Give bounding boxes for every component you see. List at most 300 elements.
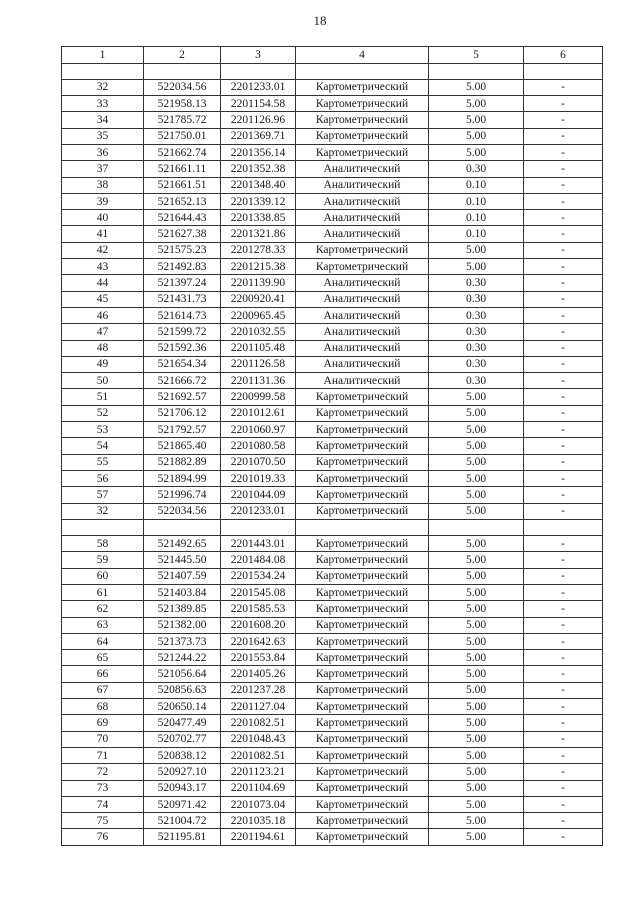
table-cell: 5.00 [429, 422, 524, 438]
table-row [62, 552, 603, 568]
table-cell: 2201545.08 [221, 585, 296, 601]
table-cell: 5.00 [429, 405, 524, 421]
table-cell: - [524, 764, 603, 780]
table-cell: 521785.72 [144, 112, 221, 128]
table-cell: Аналитический [296, 275, 429, 291]
table-cell: 5.00 [429, 454, 524, 470]
table-cell: 60 [62, 568, 144, 584]
table-cell: 521661.51 [144, 177, 221, 193]
table-cell: 2201131.36 [221, 373, 296, 389]
table-cell: 0.10 [429, 226, 524, 242]
table-cell: - [524, 666, 603, 682]
table-cell: 2201215.38 [221, 259, 296, 275]
table-cell: 44 [62, 275, 144, 291]
table-cell: Картометрический [296, 503, 429, 519]
table-cell: 5.00 [429, 438, 524, 454]
table-cell: 0.30 [429, 373, 524, 389]
empty-cell [62, 519, 144, 535]
table-cell: 5.00 [429, 617, 524, 633]
table-cell: 521056.64 [144, 666, 221, 682]
table-row [62, 226, 603, 242]
empty-cell [524, 519, 603, 535]
table-cell: - [524, 715, 603, 731]
table-cell: 34 [62, 112, 144, 128]
table-cell: 2201019.33 [221, 470, 296, 486]
table-cell: 521403.84 [144, 585, 221, 601]
table-cell: 5.00 [429, 144, 524, 160]
table-cell: 2201233.01 [221, 503, 296, 519]
empty-cell [429, 519, 524, 535]
table-cell: 520971.42 [144, 796, 221, 812]
table-row [62, 373, 603, 389]
table-cell: 0.30 [429, 324, 524, 340]
table-cell: 521652.13 [144, 193, 221, 209]
table-cell: 521599.72 [144, 324, 221, 340]
table-row [62, 813, 603, 829]
table-cell: 2201443.01 [221, 536, 296, 552]
table-cell: - [524, 503, 603, 519]
table-row [62, 128, 603, 144]
table-cell: Картометрический [296, 259, 429, 275]
table-cell: 50 [62, 373, 144, 389]
empty-cell [429, 63, 524, 79]
table-row [62, 617, 603, 633]
table-cell: 2201126.96 [221, 112, 296, 128]
table-cell: Картометрический [296, 422, 429, 438]
empty-cell [524, 63, 603, 79]
table-cell: 2200920.41 [221, 291, 296, 307]
table-cell: - [524, 161, 603, 177]
table-row [62, 210, 603, 226]
table-cell: 5.00 [429, 96, 524, 112]
table-row [62, 503, 603, 519]
table-cell: Картометрический [296, 650, 429, 666]
table-cell: 522034.56 [144, 79, 221, 95]
table-cell: 45 [62, 291, 144, 307]
table-cell: Картометрический [296, 747, 429, 763]
column-header: 1 [62, 47, 144, 64]
table-row [62, 405, 603, 421]
table-row [62, 340, 603, 356]
table-cell: 5.00 [429, 666, 524, 682]
table-row [62, 601, 603, 617]
table-cell: 2201348.40 [221, 177, 296, 193]
table-cell: - [524, 389, 603, 405]
table-cell: - [524, 96, 603, 112]
table-cell: Картометрический [296, 454, 429, 470]
table-cell: 5.00 [429, 259, 524, 275]
table-cell: 2201082.51 [221, 747, 296, 763]
table-cell: 5.00 [429, 568, 524, 584]
table-cell: 521996.74 [144, 487, 221, 503]
table-cell: 52 [62, 405, 144, 421]
table-cell: 74 [62, 796, 144, 812]
table-row [62, 699, 603, 715]
table-cell: 2201127.04 [221, 699, 296, 715]
table-row [62, 682, 603, 698]
table-cell: - [524, 585, 603, 601]
table-cell: 62 [62, 601, 144, 617]
table-cell: 520856.63 [144, 682, 221, 698]
table-cell: - [524, 829, 603, 845]
table-cell: - [524, 210, 603, 226]
table-cell: - [524, 291, 603, 307]
table-cell: 65 [62, 650, 144, 666]
table-row [62, 650, 603, 666]
table-row [62, 242, 603, 258]
empty-cell [62, 63, 144, 79]
table-cell: Картометрический [296, 682, 429, 698]
table-cell: 43 [62, 259, 144, 275]
table-cell: 0.30 [429, 275, 524, 291]
table-cell: 61 [62, 585, 144, 601]
table-cell: 520943.17 [144, 780, 221, 796]
table-row [62, 177, 603, 193]
table-cell: 521373.73 [144, 633, 221, 649]
table-cell: - [524, 536, 603, 552]
table-row [62, 633, 603, 649]
table-cell: - [524, 193, 603, 209]
table-cell: 520477.49 [144, 715, 221, 731]
table-cell: Картометрический [296, 764, 429, 780]
table-cell: 2201032.55 [221, 324, 296, 340]
table-cell: Картометрический [296, 487, 429, 503]
table-cell: 521397.24 [144, 275, 221, 291]
table-row [62, 144, 603, 160]
table-cell: 35 [62, 128, 144, 144]
table-cell: 521894.99 [144, 470, 221, 486]
table-cell: 5.00 [429, 829, 524, 845]
table-cell: 72 [62, 764, 144, 780]
table-cell: 2201139.90 [221, 275, 296, 291]
table-cell: Картометрический [296, 780, 429, 796]
table-cell: - [524, 699, 603, 715]
table-cell: Картометрический [296, 796, 429, 812]
table-cell: 67 [62, 682, 144, 698]
table-cell: - [524, 731, 603, 747]
table-row [62, 487, 603, 503]
table-cell: 2201123.21 [221, 764, 296, 780]
table-cell: 521644.43 [144, 210, 221, 226]
table-cell: Картометрический [296, 666, 429, 682]
table-cell: 47 [62, 324, 144, 340]
table-cell: Аналитический [296, 193, 429, 209]
table-row [62, 666, 603, 682]
table-cell: 73 [62, 780, 144, 796]
table-cell: Аналитический [296, 210, 429, 226]
table-cell: 55 [62, 454, 144, 470]
table-cell: Картометрический [296, 813, 429, 829]
table-cell: 5.00 [429, 764, 524, 780]
table-cell: 521865.40 [144, 438, 221, 454]
column-header: 2 [144, 47, 221, 64]
table-cell: 5.00 [429, 780, 524, 796]
table-row [62, 161, 603, 177]
empty-cell [296, 519, 429, 535]
table-cell: 521575.23 [144, 242, 221, 258]
table-cell: 36 [62, 144, 144, 160]
table-cell: 49 [62, 356, 144, 372]
table-cell: 63 [62, 617, 144, 633]
table-cell: Картометрический [296, 601, 429, 617]
table-cell: 2201070.50 [221, 454, 296, 470]
table-row [62, 422, 603, 438]
table-cell: Картометрический [296, 536, 429, 552]
table-row [62, 585, 603, 601]
table-cell: 521614.73 [144, 307, 221, 323]
table-cell: 5.00 [429, 715, 524, 731]
table-cell: 521195.81 [144, 829, 221, 845]
section-spacer-row [62, 63, 603, 79]
table-row [62, 780, 603, 796]
table-cell: Картометрический [296, 79, 429, 95]
table-cell: 2201126.58 [221, 356, 296, 372]
table-cell: 2201082.51 [221, 715, 296, 731]
table-cell: - [524, 747, 603, 763]
table-cell: - [524, 405, 603, 421]
table-cell: - [524, 226, 603, 242]
coordinates-table [61, 46, 603, 846]
column-header: 5 [429, 47, 524, 64]
table-cell: 2201338.85 [221, 210, 296, 226]
table-cell: - [524, 650, 603, 666]
table-cell: 2201642.63 [221, 633, 296, 649]
table-cell: 0.30 [429, 340, 524, 356]
table-cell: Аналитический [296, 340, 429, 356]
table-cell: 40 [62, 210, 144, 226]
table-cell: 2201553.84 [221, 650, 296, 666]
table-cell: 2201405.26 [221, 666, 296, 682]
table-cell: 5.00 [429, 796, 524, 812]
table-cell: 5.00 [429, 699, 524, 715]
table-cell: - [524, 454, 603, 470]
table-row [62, 112, 603, 128]
table-cell: 520838.12 [144, 747, 221, 763]
table-cell: 0.10 [429, 210, 524, 226]
table-cell: Картометрический [296, 96, 429, 112]
table-cell: - [524, 144, 603, 160]
page-number: 18 [313, 13, 327, 28]
table-cell: Картометрический [296, 112, 429, 128]
table-row [62, 389, 603, 405]
table-cell: 520650.14 [144, 699, 221, 715]
empty-cell [144, 63, 221, 79]
table-cell: Аналитический [296, 356, 429, 372]
table-cell: 2201321.86 [221, 226, 296, 242]
table-cell: 2201105.48 [221, 340, 296, 356]
table-cell: 5.00 [429, 601, 524, 617]
table-cell: Картометрический [296, 633, 429, 649]
table-cell: Аналитический [296, 307, 429, 323]
table-cell: Картометрический [296, 617, 429, 633]
table-cell: 2201194.61 [221, 829, 296, 845]
table-cell: 521958.13 [144, 96, 221, 112]
table-cell: 69 [62, 715, 144, 731]
table-cell: - [524, 177, 603, 193]
table-cell: 48 [62, 340, 144, 356]
table-cell: 37 [62, 161, 144, 177]
table-cell: - [524, 259, 603, 275]
table-cell: 520927.10 [144, 764, 221, 780]
table-row [62, 747, 603, 763]
table-cell: 33 [62, 96, 144, 112]
table-cell: - [524, 470, 603, 486]
table-cell: 41 [62, 226, 144, 242]
table-body [62, 63, 603, 845]
table-cell: Картометрический [296, 128, 429, 144]
table-cell: 53 [62, 422, 144, 438]
table-cell: 2200999.58 [221, 389, 296, 405]
empty-cell [221, 519, 296, 535]
table-cell: 521750.01 [144, 128, 221, 144]
table-cell: 2201608.20 [221, 617, 296, 633]
table-cell: 2201534.24 [221, 568, 296, 584]
table-cell: 521882.89 [144, 454, 221, 470]
table-cell: 75 [62, 813, 144, 829]
table-cell: 5.00 [429, 682, 524, 698]
table-cell: 68 [62, 699, 144, 715]
table-cell: 2201233.01 [221, 79, 296, 95]
table-cell: 66 [62, 666, 144, 682]
table-row [62, 568, 603, 584]
table-cell: 76 [62, 829, 144, 845]
table-cell: 5.00 [429, 813, 524, 829]
table-cell: 521706.12 [144, 405, 221, 421]
table-cell: 0.30 [429, 307, 524, 323]
table-cell: 5.00 [429, 389, 524, 405]
table-cell: Картометрический [296, 552, 429, 568]
table-cell: 2201339.12 [221, 193, 296, 209]
table-cell: 32 [62, 503, 144, 519]
table-cell: Картометрический [296, 144, 429, 160]
table-cell: Картометрический [296, 470, 429, 486]
table-cell: 5.00 [429, 650, 524, 666]
table-cell: Аналитический [296, 373, 429, 389]
empty-cell [221, 63, 296, 79]
table-cell: 521004.72 [144, 813, 221, 829]
table-cell: 2201585.53 [221, 601, 296, 617]
table-cell: 56 [62, 470, 144, 486]
table-row [62, 307, 603, 323]
table-row [62, 96, 603, 112]
empty-cell [144, 519, 221, 535]
table-row [62, 470, 603, 486]
table-cell: Картометрический [296, 829, 429, 845]
table-cell: 5.00 [429, 487, 524, 503]
table-cell: 5.00 [429, 79, 524, 95]
table-cell: 5.00 [429, 552, 524, 568]
table-cell: 70 [62, 731, 144, 747]
table-cell: 32 [62, 79, 144, 95]
table-cell: 2201044.09 [221, 487, 296, 503]
table-cell: 54 [62, 438, 144, 454]
table-cell: 521244.22 [144, 650, 221, 666]
table-cell: 2201060.97 [221, 422, 296, 438]
table-cell: - [524, 128, 603, 144]
table-cell: - [524, 617, 603, 633]
table-cell: 0.10 [429, 177, 524, 193]
table-cell: 2201369.71 [221, 128, 296, 144]
table-cell: 2201080.58 [221, 438, 296, 454]
table-cell: Картометрический [296, 389, 429, 405]
table-cell: - [524, 275, 603, 291]
table-cell: - [524, 422, 603, 438]
table-cell: Картометрический [296, 715, 429, 731]
column-header: 3 [221, 47, 296, 64]
table-cell: 521627.38 [144, 226, 221, 242]
table-cell: 520702.77 [144, 731, 221, 747]
table-cell: - [524, 112, 603, 128]
table-cell: 521662.74 [144, 144, 221, 160]
table-cell: 5.00 [429, 731, 524, 747]
table-cell: 2201154.58 [221, 96, 296, 112]
column-header: 4 [296, 47, 429, 64]
table-cell: 2201356.14 [221, 144, 296, 160]
table-header-row [62, 47, 603, 64]
table-cell: - [524, 780, 603, 796]
table-cell: - [524, 324, 603, 340]
table-cell: 38 [62, 177, 144, 193]
table-cell: 2201484.08 [221, 552, 296, 568]
table-cell: 58 [62, 536, 144, 552]
table-cell: - [524, 552, 603, 568]
table-cell: Картометрический [296, 405, 429, 421]
table-cell: 0.30 [429, 291, 524, 307]
table-cell: 2201012.61 [221, 405, 296, 421]
table-row [62, 536, 603, 552]
table-row [62, 324, 603, 340]
table-cell: 522034.56 [144, 503, 221, 519]
table-row [62, 764, 603, 780]
table-cell: 521389.85 [144, 601, 221, 617]
table-cell: 521654.34 [144, 356, 221, 372]
table-cell: - [524, 682, 603, 698]
table-cell: 71 [62, 747, 144, 763]
table-cell: 2201352.38 [221, 161, 296, 177]
table-row [62, 291, 603, 307]
table-row [62, 79, 603, 95]
table-cell: 521661.11 [144, 161, 221, 177]
table-cell: 2201237.28 [221, 682, 296, 698]
table-cell: 521592.36 [144, 340, 221, 356]
table-cell: 2201035.18 [221, 813, 296, 829]
table-cell: 39 [62, 193, 144, 209]
table-cell: 5.00 [429, 470, 524, 486]
table-cell: Аналитический [296, 324, 429, 340]
table-cell: - [524, 307, 603, 323]
table-cell: 5.00 [429, 128, 524, 144]
table-cell: - [524, 633, 603, 649]
table-cell: Картометрический [296, 585, 429, 601]
table-cell: - [524, 356, 603, 372]
table-cell: 0.30 [429, 356, 524, 372]
table-cell: 521492.65 [144, 536, 221, 552]
table-cell: 42 [62, 242, 144, 258]
table-cell: 2201104.69 [221, 780, 296, 796]
table-cell: 2201073.04 [221, 796, 296, 812]
table-cell: Аналитический [296, 226, 429, 242]
table-cell: 57 [62, 487, 144, 503]
table-cell: - [524, 487, 603, 503]
table-cell: 0.10 [429, 193, 524, 209]
table-row [62, 454, 603, 470]
table-cell: 521431.73 [144, 291, 221, 307]
table-cell: 5.00 [429, 585, 524, 601]
table-cell: 51 [62, 389, 144, 405]
table-cell: - [524, 373, 603, 389]
table-row [62, 796, 603, 812]
table-cell: 521692.57 [144, 389, 221, 405]
